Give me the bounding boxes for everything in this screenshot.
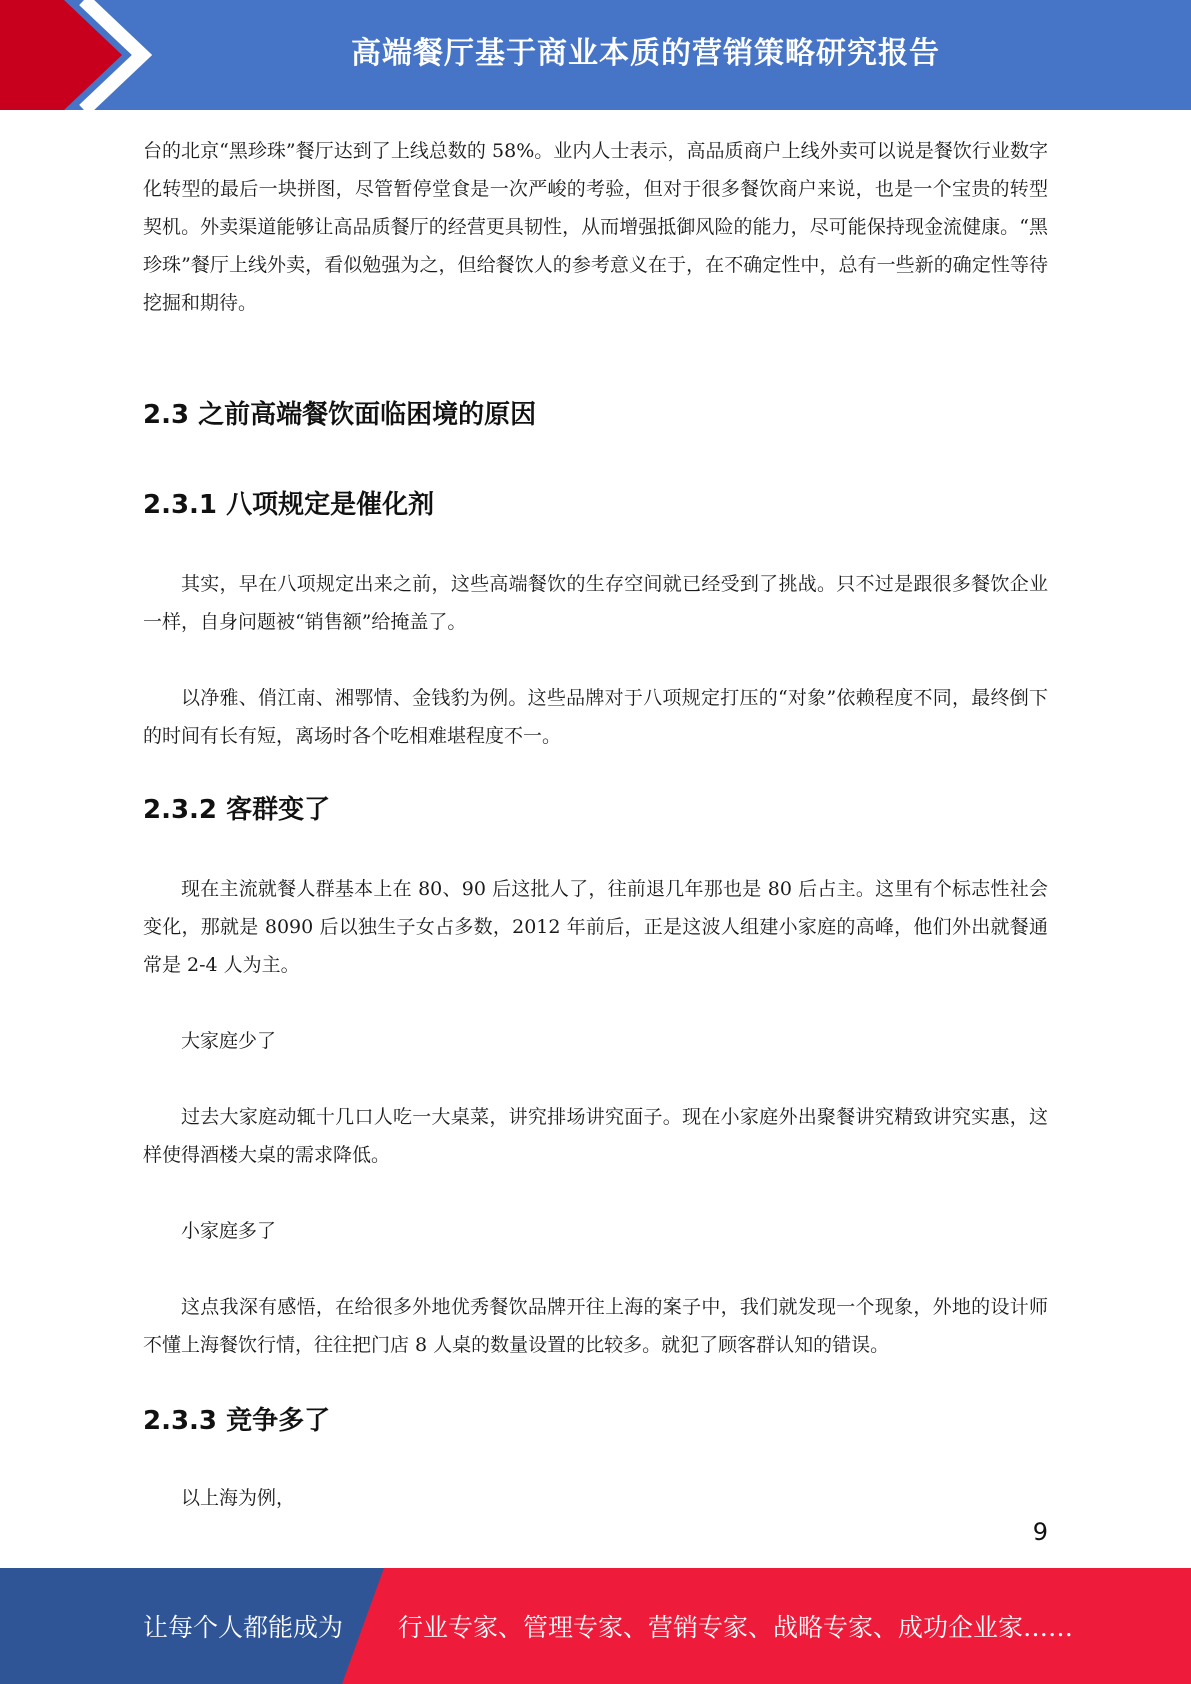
paragraph-brand-examples: 以净雅、俏江南、湘鄂情、金钱豹为例。这些品牌对于八项规定打压的“对象”依赖程度不同，最终倒下的时间有长有短，离场时各个吃相难堪程度不一。 [143, 687, 1048, 747]
page-footer [0, 1568, 1191, 1684]
paragraph-intro-continuation: 台的北京“黑珍珠”餐厅达到了上线总数的 58%。业内人士表示，高品质商户上线外卖可以说是餐饮行业数字化转型的最后一块拼图，尽管暂停堂食是一次严峻的考验，但对于很多餐饮商户来说，也是一个宝贵的转型契机。外卖渠道能够让高品质餐厅的经营更具韧性，从而增强抵御风险的能力，尽可能保持现金流健康。“黑珍珠”餐厅上线外卖，看似勉强为之，但给餐饮人的参考意义在于，在不确定性中，总有一些新的确定性等待挖掘和期待。 [143, 140, 1048, 314]
footer-slogan-right: 行业专家、管理专家、营销专家、战略专家、成功企业家…… [398, 1613, 1074, 1642]
paragraph-shanghai-example: 以上海为例， [181, 1487, 296, 1509]
section-heading-2-3-1: 2.3.1 八项规定是催化剂 [143, 490, 435, 520]
paragraph-big-family-fewer: 大家庭少了 [181, 1030, 277, 1052]
paragraph-eight-rules: 其实，早在八项规定出来之前，这些高端餐饮的生存空间就已经受到了挑战。只不过是跟很多餐饮企业一样，自身问题被“销售额”给掩盖了。 [143, 573, 1048, 633]
section-heading-2-3: 2.3 之前高端餐饮面临困境的原因 [143, 400, 537, 430]
page-header [0, 0, 1191, 110]
paragraph-shanghai-case: 这点我深有感悟，在给很多外地优秀餐饮品牌开往上海的案子中，我们就发现一个现象，外地的设计师不懂上海餐饮行情，往往把门店 8 人桌的数量设置的比较多。就犯了顾客群认知的错误。 [143, 1296, 1048, 1356]
paragraph-small-family-more: 小家庭多了 [181, 1220, 277, 1242]
section-heading-2-3-3: 2.3.3 竞争多了 [143, 1406, 331, 1436]
report-title: 高端餐厅基于商业本质的营销策略研究报告 [351, 36, 940, 71]
page-number: 9 [1032, 1518, 1048, 1546]
paragraph-customer-groups: 现在主流就餐人群基本上在 80、90 后这批人了，往前退几年那也是 80 后占主。这里有个标志性社会变化，那就是 8090 后以独生子女占多数，2012 年前后，正是这波人组建小家庭的高峰，他们外出就餐通常是 2-4 人为主。 [143, 878, 1048, 976]
paragraph-big-family-past: 过去大家庭动辄十几口人吃一大桌菜，讲究排场讲究面子。现在小家庭外出聚餐讲究精致讲究实惠，这样使得酒楼大桌的需求降低。 [143, 1106, 1048, 1166]
footer-slogan-left: 让每个人都能成为 [143, 1613, 344, 1642]
section-heading-2-3-2: 2.3.2 客群变了 [143, 795, 331, 825]
